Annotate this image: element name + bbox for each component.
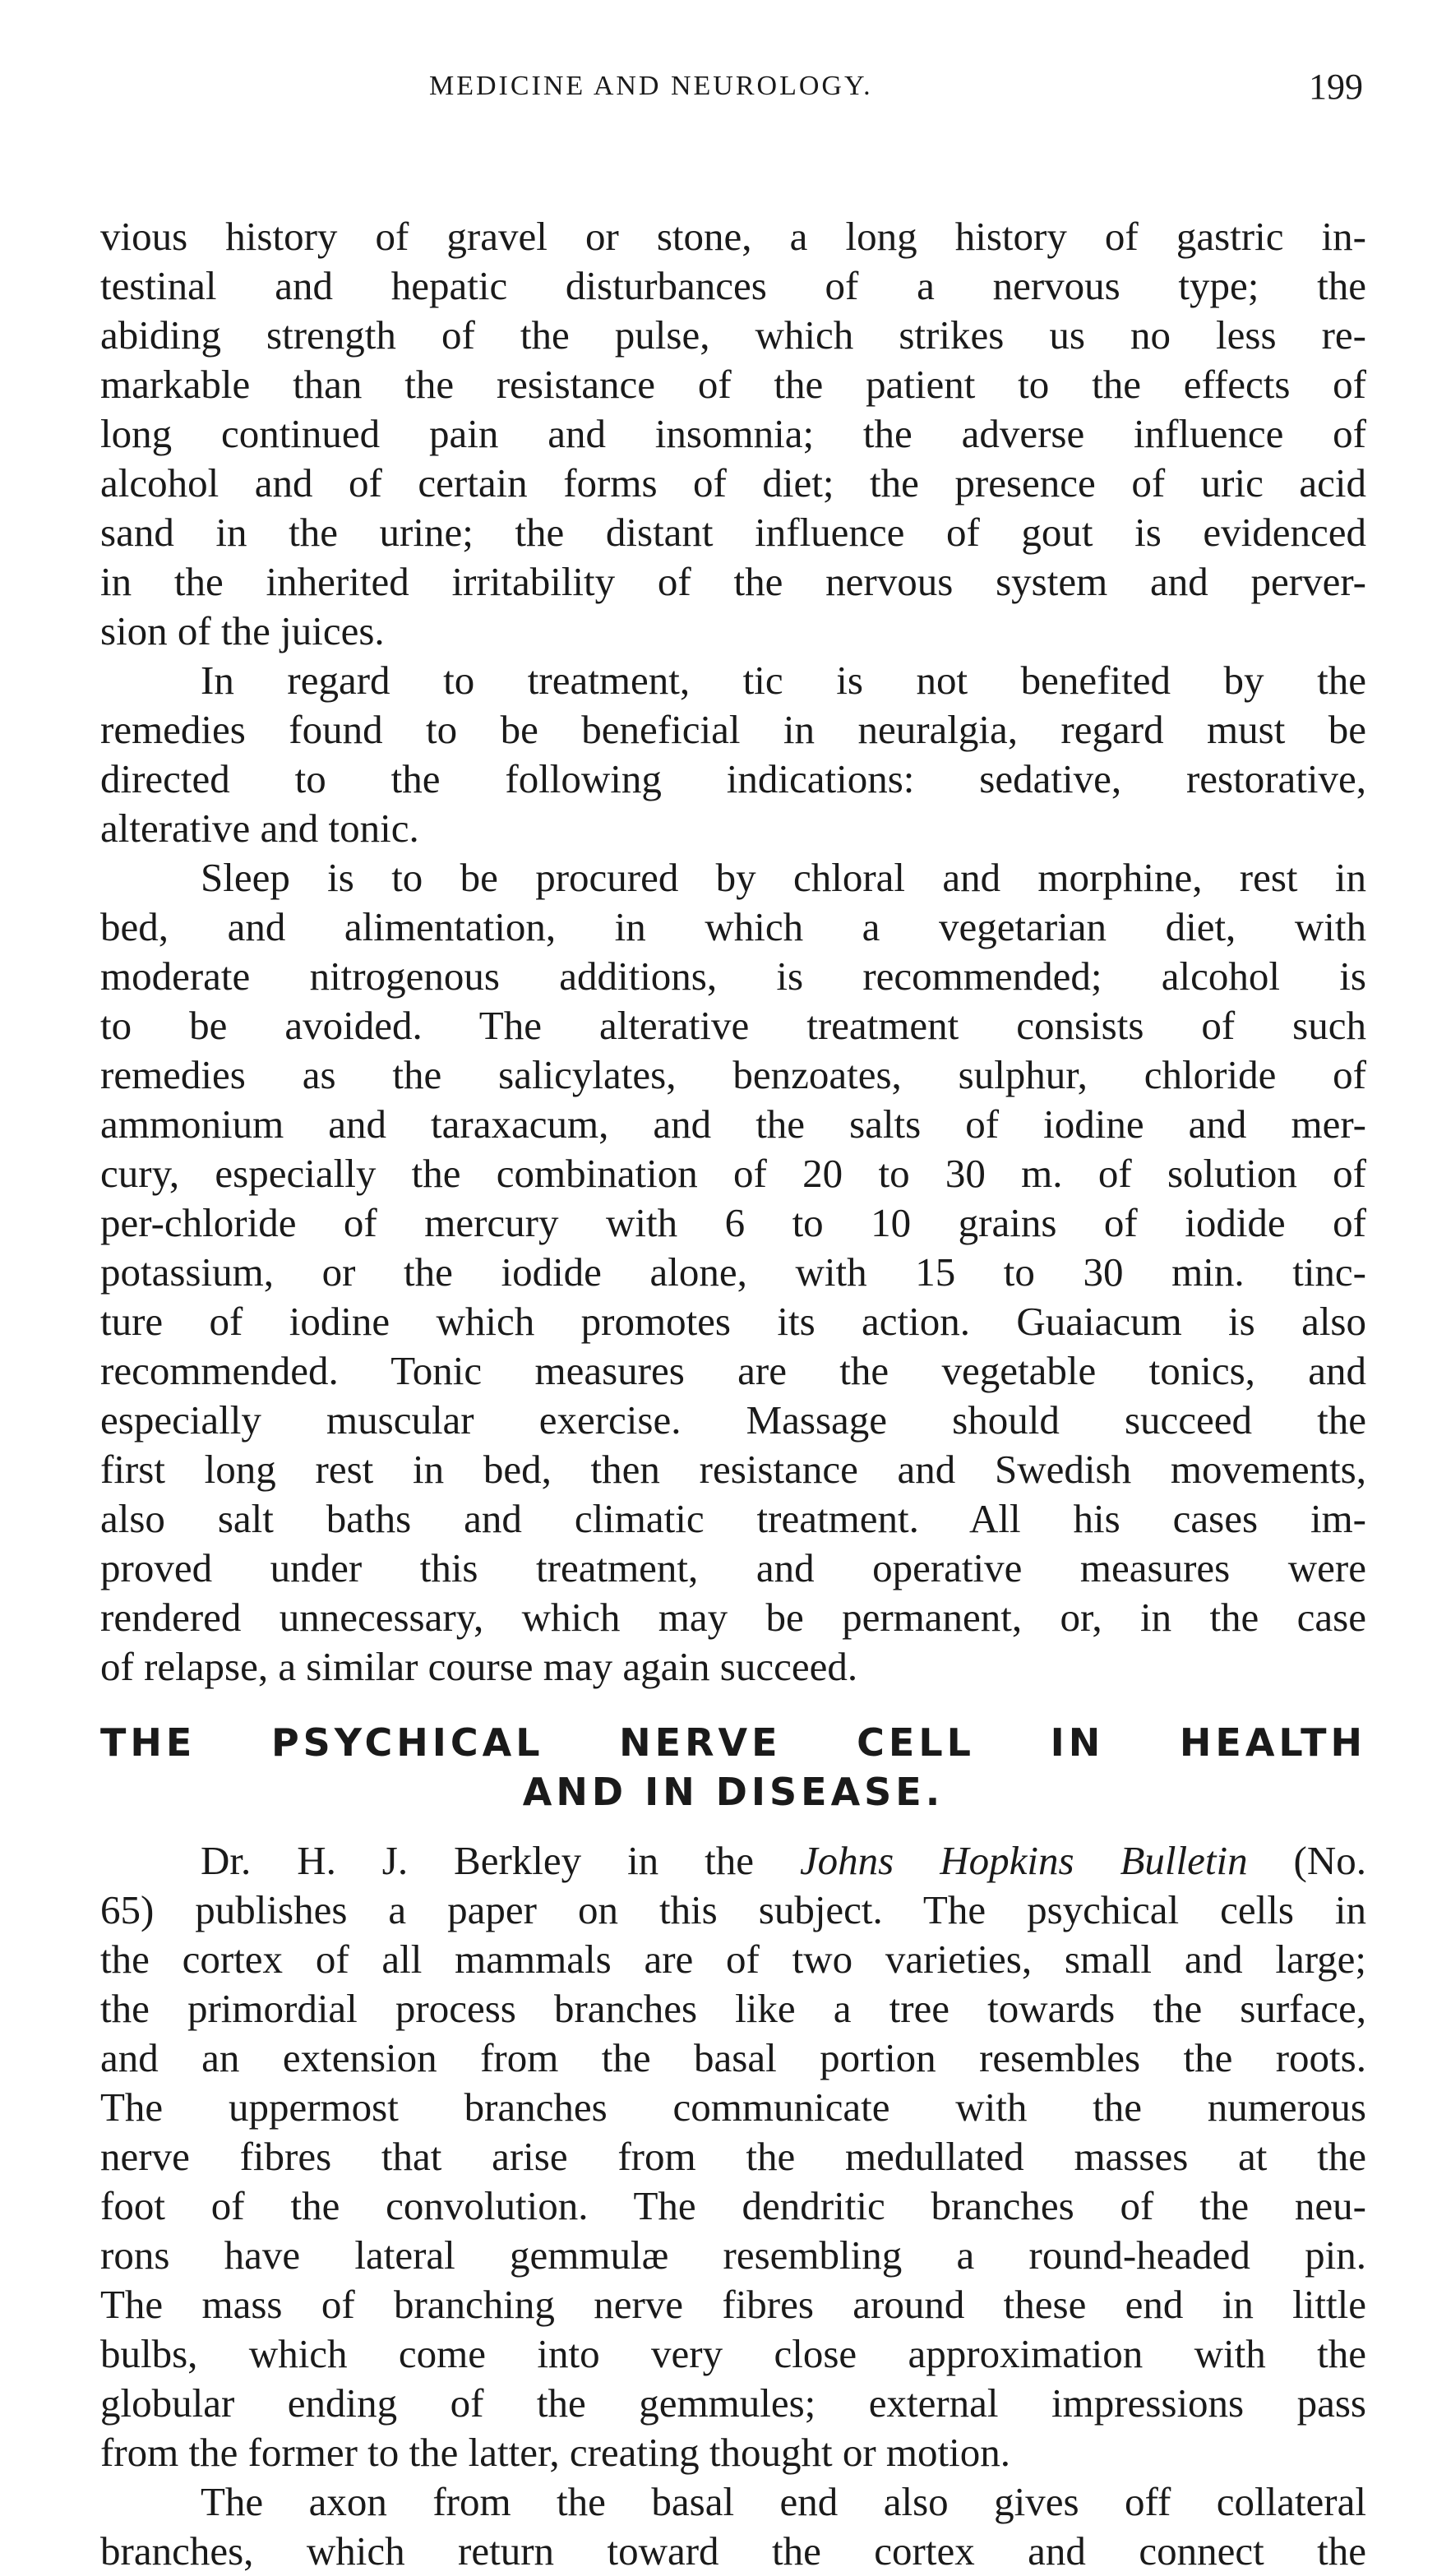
text-line: bulbs, which come into very close approximation with the — [100, 2331, 1366, 2376]
text-line: ture of iodine which promotes its action. Guaiacum is also — [100, 1299, 1366, 1344]
text-line: rons have lateral gemmulæ resembling a round-headed pin. — [100, 2232, 1366, 2278]
text-line: bed, and alimentation, in which a vegetarian diet, with — [100, 904, 1366, 949]
text-line: sand in the urine; the distant influence of gout is evidenced — [100, 510, 1366, 555]
text-line: and an extension from the basal portion resembles the roots. — [100, 2035, 1366, 2080]
text-line: alcohol and of certain forms of diet; the presence of uric acid — [100, 460, 1366, 506]
text-line: 65) publishes a paper on this subject. The psychical cells in — [100, 1887, 1366, 1932]
text-line: The uppermost branches communicate with the numerous — [100, 2084, 1366, 2130]
paragraph-treatment-details — [100, 853, 1366, 1692]
text-line: rendered unnecessary, which may be permanent, or, in the case — [100, 1595, 1366, 1640]
page-number: 199 — [1309, 67, 1363, 107]
paragraph-axon — [100, 2477, 1366, 2576]
paragraph-treatment-indications — [100, 656, 1366, 853]
text-line: directed to the following indications: sedative, restorative, — [100, 756, 1366, 801]
paragraph-berkley-paper — [100, 1836, 1366, 2477]
text-line: vious history of gravel or stone, a long history of gastric in- — [100, 214, 1366, 259]
text-line: testinal and hepatic disturbances of a nervous type; the — [100, 263, 1366, 308]
text-line: potassium, or the iodide alone, with 15 to 30 min. tinc- — [100, 1249, 1366, 1295]
text-line: branches, which return toward the cortex and connect the — [100, 2528, 1366, 2574]
journal-title: Johns Hopkins Bulletin — [799, 1838, 1248, 1883]
text-line: remedies as the salicylates, benzoates, sulphur, chloride of — [100, 1052, 1366, 1097]
text-line: cury, especially the combination of 20 to 30 m. of solution of — [100, 1151, 1366, 1196]
text-line: moderate nitrogenous additions, is recommended; alcohol is — [100, 953, 1366, 999]
body-text — [100, 212, 1366, 2576]
text-line: long continued pain and insomnia; the adverse influence of — [100, 411, 1366, 456]
text-line: in the inherited irritability of the nervous system and perver- — [100, 559, 1366, 604]
text-line: foot of the convolution. The dendritic branches of the neu- — [100, 2183, 1366, 2228]
text-line: markable than the resistance of the patient to the effects of — [100, 362, 1366, 407]
text-line: remedies found to be beneficial in neuralgia, regard must be — [100, 707, 1366, 752]
section-heading — [100, 1718, 1366, 1817]
text-fragment: Dr. H. J. Berkley in the — [201, 1838, 800, 1883]
section-heading-line-1: THE PSYCHICAL NERVE CELL IN HEALTH — [100, 1720, 1366, 1765]
text-line: alterative and tonic. — [100, 806, 419, 851]
paragraph-gout-history — [100, 212, 1366, 656]
text-line: from the former to the latter, creating thought or motion. — [100, 2430, 1011, 2475]
text-line: The mass of branching nerve fibres around these end in little — [100, 2282, 1366, 2327]
text-fragment: (No. — [1247, 1838, 1366, 1883]
text-line: of relapse, a similar course may again succeed. — [100, 1644, 858, 1689]
text-line: sion of the juices. — [100, 608, 385, 653]
text-line: ammonium and taraxacum, and the salts of iodine and mer- — [100, 1101, 1366, 1147]
text-line: The axon from the basal end also gives off collateral — [201, 2479, 1366, 2524]
text-line: per-chloride of mercury with 6 to 10 grains of iodide of — [100, 1200, 1366, 1245]
text-line: proved under this treatment, and operative measures were — [100, 1545, 1366, 1590]
text-line: the cortex of all mammals are of two varieties, small and large; — [100, 1937, 1366, 1982]
text-line: also salt baths and climatic treatment. All his cases im- — [100, 1496, 1366, 1541]
book-page — [100, 64, 1366, 2576]
text-line: recommended. Tonic measures are the vegetable tonics, and — [100, 1348, 1366, 1393]
text-line: globular ending of the gemmules; external impressions pass — [100, 2380, 1366, 2426]
text-line: first long rest in bed, then resistance and Swedish movements, — [100, 1447, 1366, 1492]
text-line: the primordial process branches like a tree towards the surface, — [100, 1986, 1366, 2031]
text-line: In regard to treatment, tic is not benefited by the — [201, 658, 1366, 703]
text-line: especially muscular exercise. Massage should succeed the — [100, 1397, 1366, 1443]
text-line: nerve fibres that arise from the medullated masses at the — [100, 2134, 1366, 2179]
section-heading-line-2: AND IN DISEASE. — [522, 1770, 945, 1814]
text-line: Sleep is to be procured by chloral and morphine, rest in — [201, 855, 1366, 900]
text-line: to be avoided. The alterative treatment consists of such — [100, 1003, 1366, 1048]
text-line: abiding strength of the pulse, which strikes us no less re- — [100, 312, 1366, 358]
text-line — [100, 1836, 1366, 1886]
running-head — [100, 64, 1366, 122]
running-title: MEDICINE AND NEUROLOGY. — [429, 71, 873, 101]
